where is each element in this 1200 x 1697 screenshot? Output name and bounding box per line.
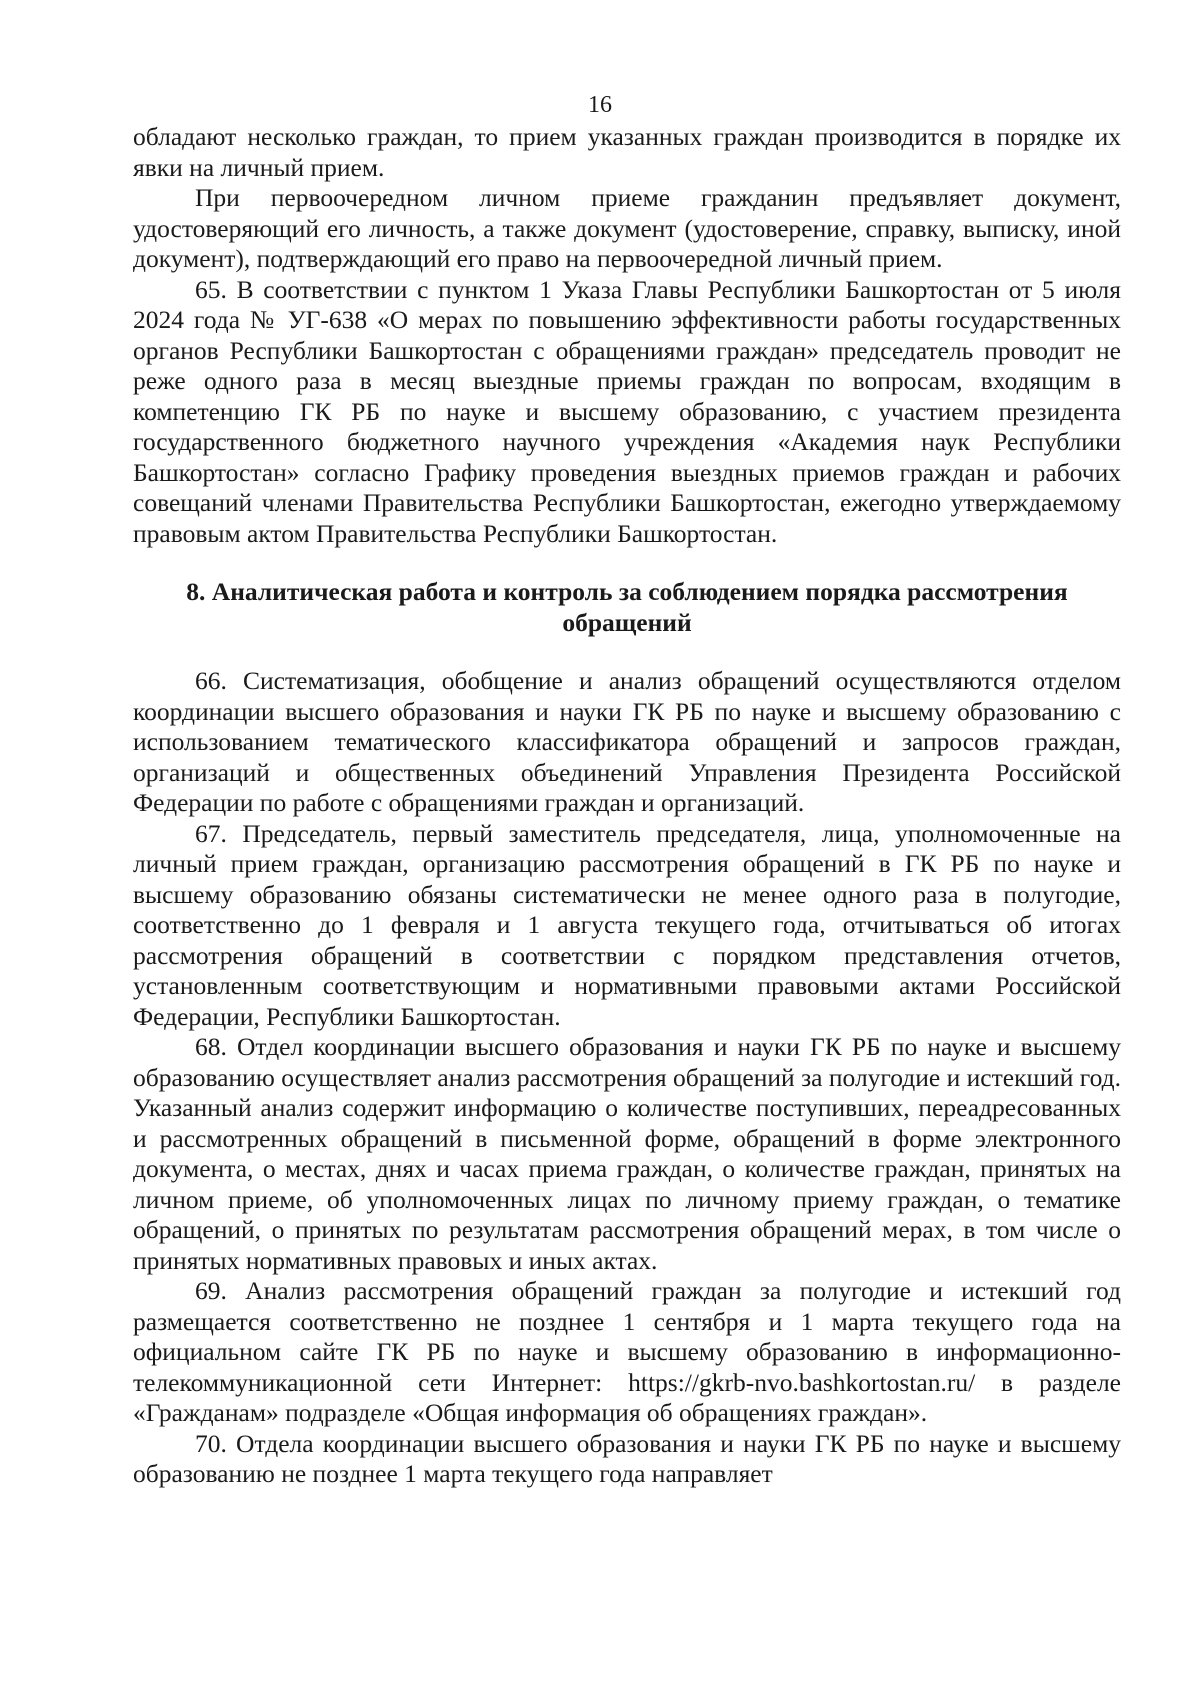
paragraph-69: 69. Анализ рассмотрения обращений граждан за полугодие и истекший год размещается соответственно не позднее 1 сентября и 1 марта текущего года на официальном сайте ГК РБ по науке и высшему образованию в информационно-телекоммуникационной сети Интернет: https://gkrb-nvo.bashkortostan.ru/ в разделе «Гражданам» подразделе «Общая информация об обращениях граждан». xyxy=(133,1276,1121,1427)
paragraph-70: 70. Отдела координации высшего образования и науки ГК РБ по науке и высшему образованию не позднее 1 марта текущего года направляет xyxy=(133,1428,1121,1488)
paragraph-continuation: обладают несколько граждан, то прием указанных граждан производится в порядке их явки на личный прием. xyxy=(133,122,1121,182)
page-number: 16 xyxy=(588,92,612,118)
paragraph-68: 68. Отдел координации высшего образования и науки ГК РБ по науке и высшему образованию осуществляет анализ рассмотрения обращений за полугодие и истекший год. Указанный анализ содержит информацию о количестве поступивших, переадресованных и рассмотренных обращений в письменной форме, обращений в форме электронного документа, о местах, днях и часах приема граждан, о количестве граждан, принятых на личном приеме, об уполномоченных лицах по личному приему граждан, о тематике обращений, о принятых по результатам рассмотрения обращений мерах, в том числе о принятых нормативных правовых и иных актах. xyxy=(133,1032,1121,1275)
paragraph-66: 66. Систематизация, обобщение и анализ обращений осуществляются отделом координации высшего образования и науки ГК РБ по науке и высшему образованию с использованием тематического классификатора обращений и запросов граждан, организаций и общественных объединений Управления Президента Российской Федерации по работе с обращениями граждан и организаций. xyxy=(133,666,1121,817)
paragraph-67: 67. Председатель, первый заместитель председателя, лица, уполномоченные на личный прием граждан, организацию рассмотрения обращений в ГК РБ по науке и высшему образованию обязаны систематически не менее одного раза в полугодие, соответственно до 1 февраля и 1 августа текущего года, отчитываться об итогах рассмотрения обращений в соответствии с порядком представления отчетов, установленным соответствующим и нормативными правовыми актами Российской Федерации, Республики Башкортостан. xyxy=(133,818,1121,1031)
paragraph-65: 65. В соответствии с пунктом 1 Указа Главы Республики Башкортостан от 5 июля 2024 года № УГ-638 «О мерах по повышению эффективности работы государственных органов Республики Башкортостан с обращениями граждан» председатель проводит не реже одного раза в месяц выездные приемы граждан по вопросам, входящим в компетенцию ГК РБ по науке и высшему образованию, с участием президента государственного бюджетного научного учреждения «Академия наук Республики Башкортостан» согласно Графику проведения выездных приемов граждан и рабочих совещаний членами Правительства Республики Башкортостан, ежегодно утверждаемому правовым актом Правительства Республики Башкортостан. xyxy=(133,274,1121,548)
document-body xyxy=(133,122,1121,1490)
paragraph-first-priority-reception: При первоочередном личном приеме гражданин предъявляет документ, удостоверяющий его личность, а также документ (удостоверение, справку, выписку, иной документ), подтверждающий его право на первоочередной личный прием. xyxy=(133,183,1121,273)
section-heading-8: 8. Аналитическая работа и контроль за соблюдением порядка рассмотрения обращений xyxy=(186,577,1068,637)
